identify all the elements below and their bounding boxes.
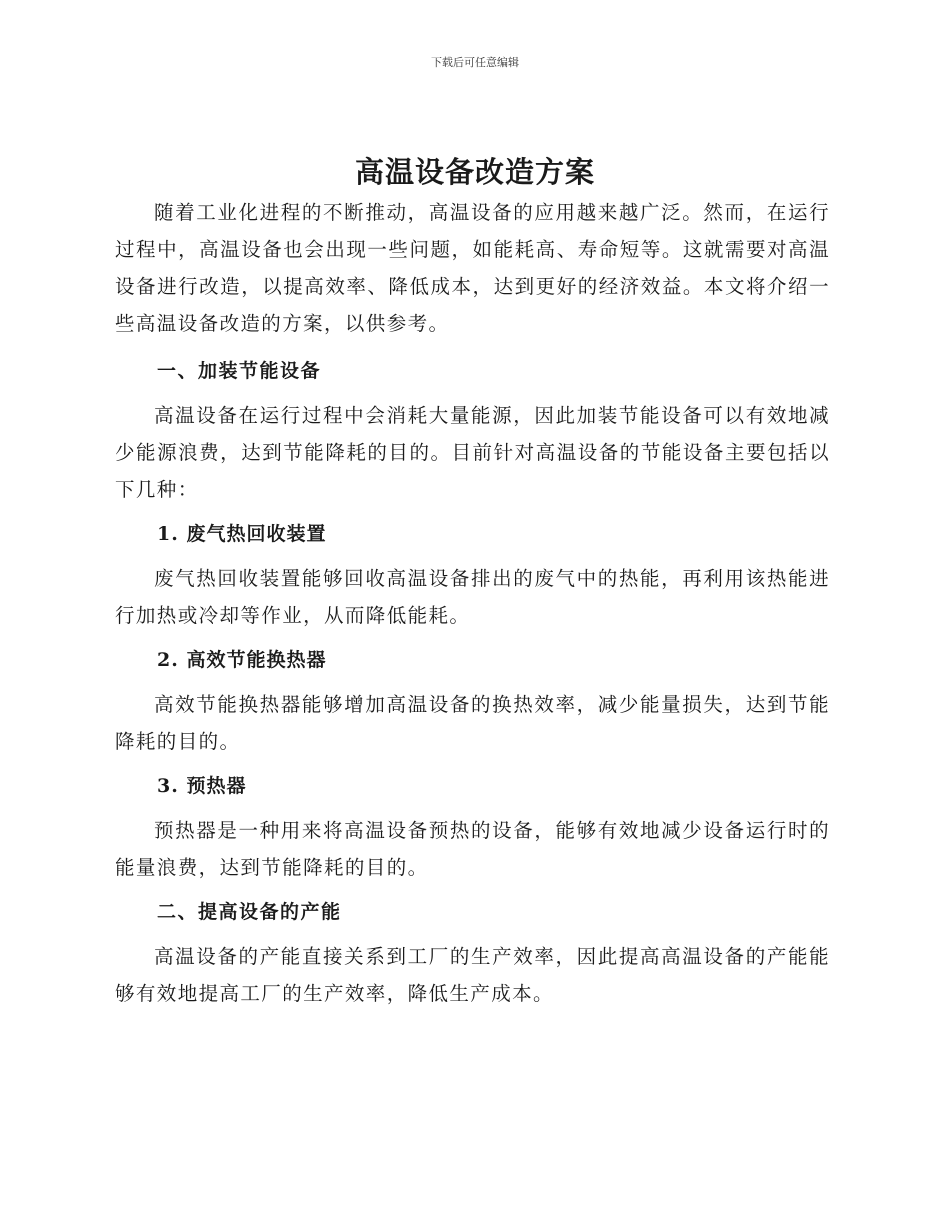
section-heading-energy-saving: 一、加装节能设备	[157, 360, 322, 382]
section-paragraph-energy-saving: 高温设备在运行过程中会消耗大量能源，因此加装节能设备可以有效地减少能源浪费，达到节能降耗的目的。目前针对高温设备的节能设备主要包括以下几种：	[115, 404, 830, 501]
subheading-waste-heat-recovery: 1. 废气热回收装置	[157, 523, 327, 545]
paragraph-heat-exchanger: 高效节能换热器能够增加高温设备的换热效率，减少能量损失，达到节能降耗的目的。	[115, 693, 830, 753]
intro-paragraph: 随着工业化进程的不断推动，高温设备的应用越来越广泛。然而，在运行过程中，高温设备也会出现一些问题，如能耗高、寿命短等。这就需要对高温设备进行改造，以提高效率、降低成本，达到更好的经济效益。本文将介绍一些高温设备改造的方案，以供参考。	[115, 201, 830, 335]
section-heading-capacity: 二、提高设备的产能	[157, 901, 342, 923]
paragraph-preheater: 预热器是一种用来将高温设备预热的设备，能够有效地减少设备运行时的能量浪费，达到节能降耗的目的。	[115, 819, 830, 879]
document-body	[115, 194, 830, 1012]
header-note: 下载后可任意编辑	[431, 56, 519, 69]
subheading-heat-exchanger: 2. 高效节能换热器	[157, 649, 327, 671]
paragraph-waste-heat-recovery: 废气热回收装置能够回收高温设备排出的废气中的热能，再利用该热能进行加热或冷却等作业，从而降低能耗。	[115, 567, 830, 627]
subheading-preheater: 3. 预热器	[157, 775, 247, 797]
section-paragraph-capacity: 高温设备的产能直接关系到工厂的生产效率，因此提高高温设备的产能能够有效地提高工厂的生产效率，降低生产成本。	[115, 945, 830, 1005]
document-title: 高温设备改造方案	[354, 155, 595, 189]
